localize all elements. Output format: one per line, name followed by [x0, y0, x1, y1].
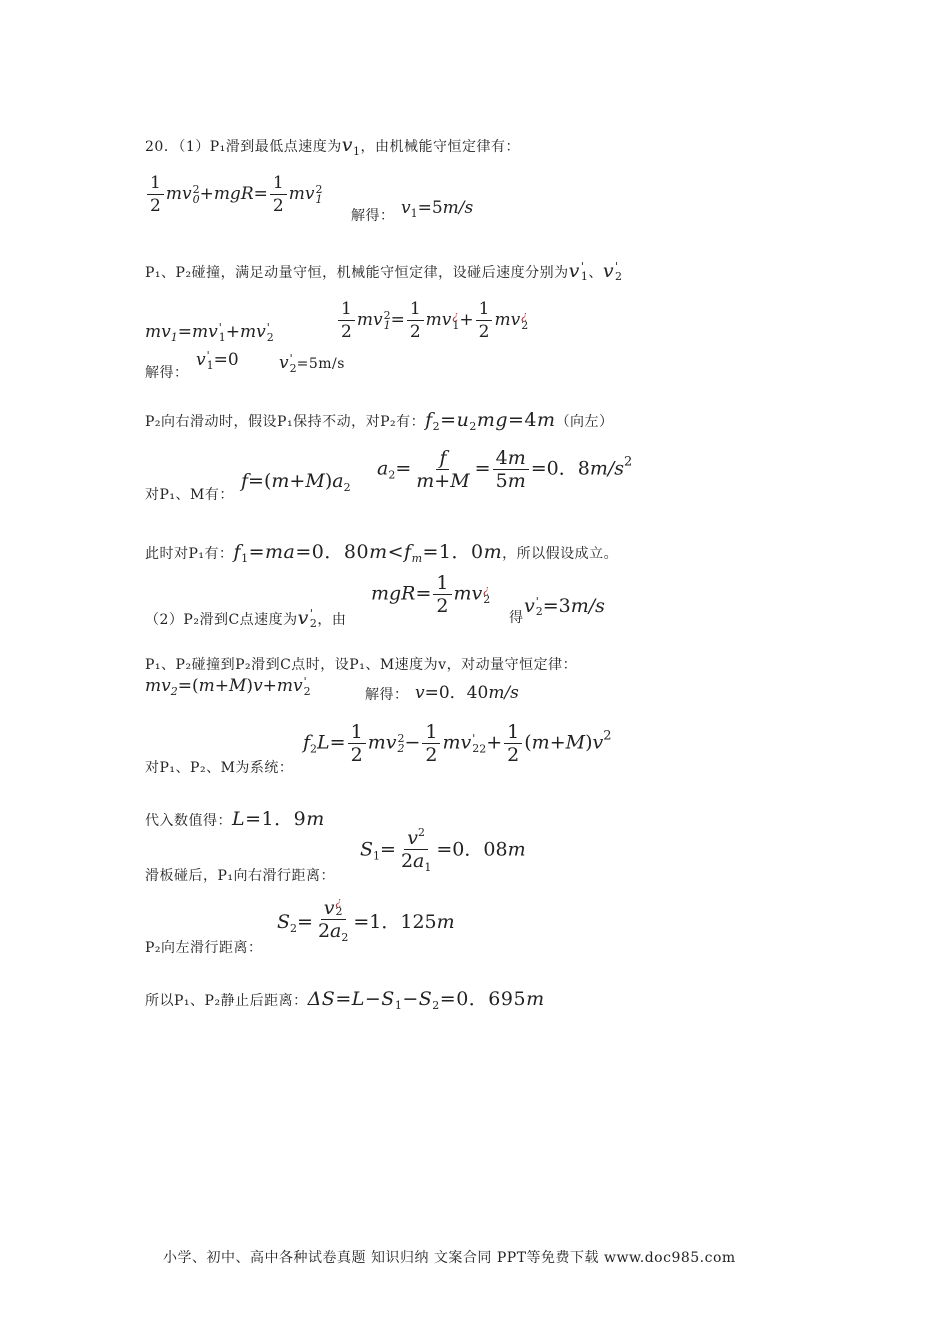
- text-segment: P₂向右滑动时，假设P₁保持不动，对P₂有：: [145, 414, 426, 430]
- value: =0．40: [424, 683, 489, 703]
- formula-f1-compare: $f_1=ma=0$．$80m<f_m=1$．0m: [233, 541, 503, 565]
- formula-f2: $f_2=u_2mg=4m$: [425, 409, 556, 433]
- formula-v1: $v_1$: [341, 134, 361, 158]
- formula-v2-prime-c: v ' 2: [297, 607, 318, 630]
- formula-momentum-2: $mv_2=(m+M)v+mv$ ' 2: [145, 674, 311, 698]
- formula-S2: $S_2=$ v ¿ 2 $2a_2$ =1．125m: [277, 895, 455, 944]
- value: =0．80: [295, 541, 370, 563]
- text-segment: 此时对P₁有：: [145, 546, 234, 562]
- value: =1．9: [245, 808, 307, 830]
- value: =0: [213, 350, 239, 370]
- text-segment: P₁、P₂碰撞，满足动量守恒，机械能守恒定律，设碰后速度分别为: [145, 265, 569, 281]
- therefore-label: 得: [509, 610, 524, 626]
- formula-v2-prime: v ' 2: [602, 260, 623, 283]
- collision-intro: [145, 260, 623, 282]
- formula-L: L=1．9m: [232, 808, 325, 830]
- text-segment: ，由: [317, 612, 347, 628]
- text-segment: 20．（1）P₁滑到最低点速度为: [145, 139, 342, 155]
- system-label: 对P₁、P₂、M为系统：: [145, 760, 294, 776]
- value: =5m/s: [296, 356, 345, 372]
- solve-label-1: 解得：: [351, 208, 395, 224]
- value: =0．8: [530, 457, 590, 480]
- value: =1．0: [422, 541, 484, 563]
- formula-v2-prime-three: v ' 2 =3m/s: [524, 595, 605, 618]
- formula-mgR: mgR= $\frac{1}{2}$ mv ¿ 2: [371, 572, 491, 617]
- formula-v-result: v=0．40m/s: [415, 683, 519, 703]
- p1-distance-label: 滑板碰后，P₁向右滑行距离：: [145, 868, 336, 884]
- value: =1．125: [353, 911, 437, 933]
- formula-v1-prime-zero: v ' 1 =0: [196, 348, 239, 372]
- p1-check: [145, 537, 618, 565]
- value: =0．695: [439, 988, 527, 1010]
- text-segment: （向左）: [555, 414, 614, 430]
- formula-system-energy: $f_2L=$ $\frac{1}{2}$ mv 2 2 − $\frac{1}{2}$ mv ' 2 $_2$+ $\frac{1}{2}$ $(m+M)v^2$: [303, 721, 612, 766]
- part2-momentum-intro: P₁、P₂碰撞到P₂滑到C点时，设P₁、M速度为v，对动量守恒定律：: [145, 657, 578, 673]
- substitute-label: [145, 804, 325, 831]
- formula-f-newton: $f=(m+M)a_2$: [241, 470, 351, 494]
- page-footer: 小学、初中、高中各种试卷真题 知识归纳 文案合同 PPT等免费下载 www.doc985.com: [163, 1250, 736, 1266]
- formula-energy-collision: $\frac{1}{2}$ mv 2 1 = $\frac{1}{2}$ mv ¿ 1 + $\frac{1}{2}$ mv ¿ 2: [336, 298, 528, 343]
- part2-intro: [145, 607, 346, 629]
- value: =5: [417, 198, 443, 218]
- text-segment: （2）P₂滑到C点速度为: [145, 612, 298, 628]
- formula-S1: $S_1=$ $\frac{v^2}{2a_1}$ =0．08m: [360, 822, 526, 879]
- text-segment: 、: [588, 265, 603, 281]
- formula-a2: $a_2=$ $\frac{f}{m+M}$ = $\frac{4m}{5m}$ =0．$8m/s^2$: [377, 447, 633, 492]
- p2-distance-label: P₂向左滑行距离：: [145, 940, 263, 956]
- text-segment: ，所以假设成立。: [502, 546, 619, 562]
- text-segment: 代入数值得：: [145, 813, 232, 829]
- formula-v1-prime: v ' 1: [568, 260, 589, 283]
- formula-v2-prime-five: v ' 2 =5m/s: [279, 351, 345, 375]
- formula-energy-conservation: $\frac{1}{2}$ mv 2 0 +mgR= $\frac{1}{2}$ mv 2 1: [145, 172, 322, 217]
- text-segment: ，由机械能守恒定律有：: [360, 139, 520, 155]
- solve-label-3: 解得：: [365, 687, 409, 703]
- final-distance: [145, 984, 545, 1012]
- p1-m-label: 对P₁、M有：: [145, 487, 234, 503]
- formula-v1-result: $v_1=5m/s$: [401, 198, 474, 220]
- problem-20-intro: [145, 134, 520, 158]
- formula-momentum: $mv_1=mv$ ' 1 +mv ' 2: [145, 320, 274, 344]
- value: =4: [508, 409, 538, 431]
- text-segment: 所以P₁、P₂静止后距离：: [145, 993, 308, 1009]
- solve-label-2: 解得：: [145, 365, 189, 381]
- value: =3: [542, 595, 571, 617]
- formula-delta-S: $\Delta S=L-S_1-S_2=0$．695m: [307, 988, 545, 1012]
- p2-slide-analysis: [145, 409, 614, 433]
- value: =0．08: [436, 838, 508, 861]
